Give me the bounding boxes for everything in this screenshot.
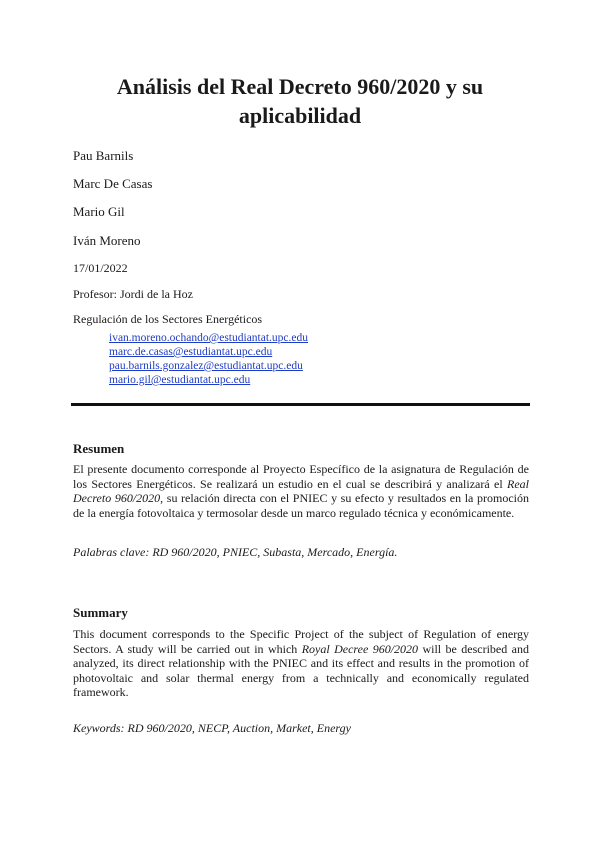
author-name: Iván Moreno — [73, 233, 141, 248]
course-subject: Regulación de los Sectores Energéticos — [73, 312, 263, 326]
author-name: Pau Barnils — [73, 148, 134, 163]
summary-text-end: will be described and analyzed, its direct relationship with the PNIEC and its effect and results in the promotion of photovoltaic and solar thermal energy from a technically and economically regulated framework. — [73, 641, 529, 699]
email-link[interactable]: ivan.moreno.ochando@estudiantat.upc.edu — [109, 332, 309, 344]
resumen-paragraph — [73, 462, 529, 520]
summary-emphasis: Royal Decree 960/2020 — [301, 641, 419, 656]
summary-text: This document corresponds to the Specific Project of the subject of Regulation of energy Sectors. A study will be carried out in which — [73, 627, 529, 656]
document-date: 17/01/2022 — [73, 261, 128, 275]
resumen-heading: Resumen — [73, 441, 125, 456]
resumen-emphasis: Real Decreto 960/2020 — [73, 476, 529, 505]
professor-line: Profesor: Jordi de la Hoz — [73, 287, 193, 301]
document-title: Análisis del Real Decreto 960/2020 y su aplicabilidad — [116, 74, 484, 128]
author-name: Marc De Casas — [73, 176, 153, 191]
resumen-text: El presente documento corresponde al Proyecto Específico de la asignatura de Regulación de los Sectores Energéticos. Se realizará un estudio en el cual se describirá y analizará el — [73, 462, 529, 491]
summary-paragraph — [73, 627, 529, 700]
summary-heading: Summary — [73, 605, 128, 620]
header-divider — [71, 403, 530, 406]
author-name: Mario Gil — [73, 204, 125, 219]
resumen-keywords: Palabras clave: RD 960/2020, PNIEC, Subasta, Mercado, Energía. — [73, 545, 398, 559]
resumen-text-end: , su relación directa con el PNIEC y su efecto y resultados en la promoción de la energía fotovoltaica y termosolar desde un marco regulado técnica y económicamente. — [73, 491, 529, 520]
summary-keywords: Keywords: RD 960/2020, NECP, Auction, Market, Energy — [73, 721, 351, 735]
email-list — [109, 331, 308, 387]
email-link[interactable]: mario.gil@estudiantat.upc.edu — [109, 374, 251, 386]
email-link[interactable]: marc.de.casas@estudiantat.upc.edu — [109, 346, 273, 358]
email-link[interactable]: pau.barnils.gonzalez@estudiantat.upc.edu — [109, 360, 303, 372]
